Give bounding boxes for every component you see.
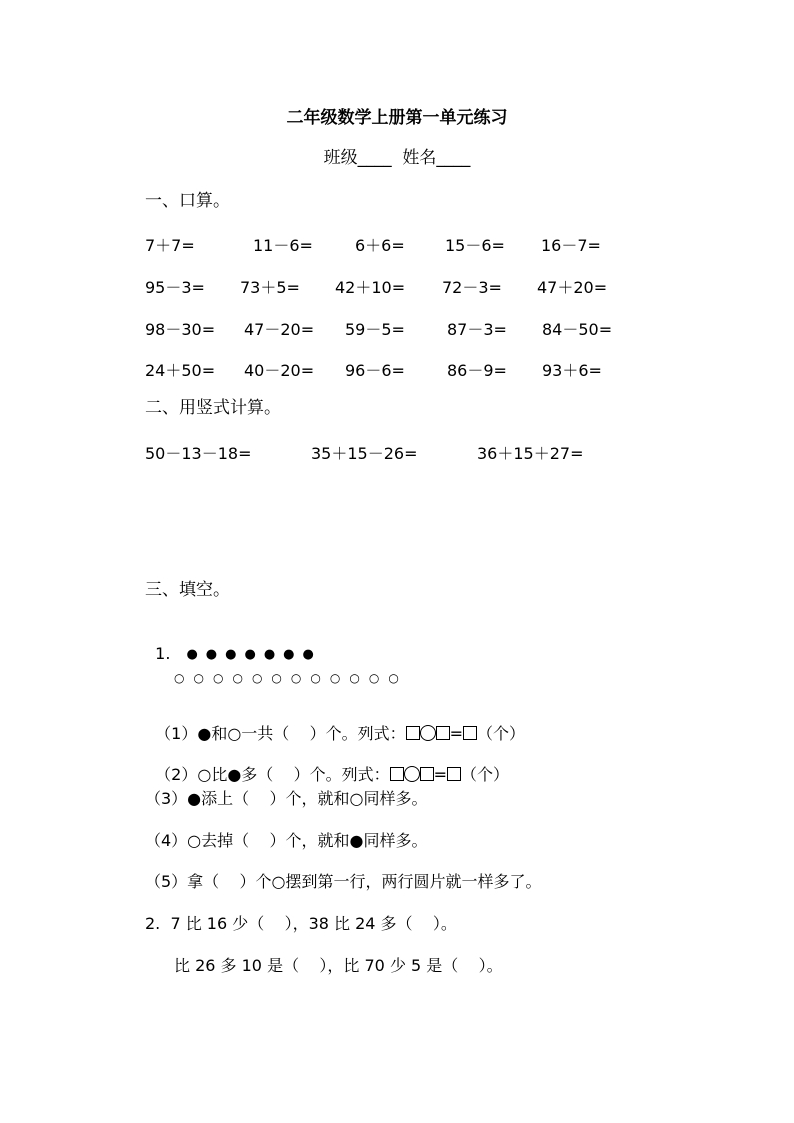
white-dot: ○: [174, 671, 185, 685]
oral-calc-item: 96－6=: [345, 361, 405, 380]
answer-box: [463, 726, 477, 740]
question-number: 1.: [155, 644, 171, 663]
class-name-line: 班级____ 姓名____: [323, 148, 471, 168]
white-dot: ○: [193, 671, 204, 685]
question-1-4: （4）○去掉（ ）个，就和●同样多。: [145, 831, 428, 850]
black-dot: ●: [283, 647, 295, 662]
white-dot: ○: [349, 671, 360, 685]
question-1-5: （5）拿（ ）个○摆到第一行，两行圆片就一样多了。: [145, 872, 542, 891]
oral-calc-item: 6＋6=: [355, 236, 405, 255]
black-dot: ●: [225, 647, 237, 662]
oral-calc-item: 59－5=: [345, 320, 405, 339]
answer-box: [406, 726, 420, 740]
answer-box: [447, 767, 461, 781]
oral-calc-item: 72－3=: [442, 278, 502, 297]
section2-heading: 二、用竖式计算。: [145, 398, 281, 418]
oral-calc-item: 93＋6=: [542, 361, 602, 380]
answer-box: [390, 767, 404, 781]
white-dot: ○: [329, 671, 341, 685]
oral-calc-item: 11－6=: [253, 236, 313, 255]
white-dot: ○: [212, 671, 224, 685]
black-dots-row: [145, 625, 322, 663]
oral-calc-item: 98－30=: [145, 320, 216, 339]
oral-calc-item: 40－20=: [244, 361, 315, 380]
vertical-calc-item: 35＋15－26=: [311, 444, 418, 463]
oral-calc-item: 73＋5=: [240, 278, 300, 297]
white-dot: ○: [271, 671, 282, 685]
white-dot: ○: [388, 671, 399, 685]
white-dot: ○: [310, 671, 321, 685]
vertical-calc-item: 50－13－18=: [145, 444, 252, 463]
section3-heading: 三、填空。: [145, 580, 230, 600]
black-dot: ●: [302, 647, 314, 662]
operator-circle: [420, 725, 436, 741]
oral-calc-item: 7＋7=: [145, 236, 195, 255]
black-dot: ●: [186, 647, 198, 662]
oral-calc-item: 95－3=: [145, 278, 205, 297]
vertical-calc-row: [145, 441, 705, 461]
white-dot: ○: [368, 671, 380, 685]
oral-calc-row-3: [145, 317, 705, 337]
question-1-3: （3）●添上（ ）个，就和○同样多。: [145, 789, 428, 808]
oral-calc-item: 87－3=: [447, 320, 507, 339]
oral-calc-row-4: [145, 358, 705, 378]
question-2-line-1: 2. 7 比 16 少（ ），38 比 24 多（ ）。: [145, 914, 457, 933]
page-title: 二年级数学上册第一单元练习: [286, 108, 508, 128]
white-dot: ○: [290, 671, 302, 685]
oral-calc-item: 24＋50=: [145, 361, 216, 380]
black-dot: ●: [263, 647, 276, 662]
answer-box: [420, 767, 434, 781]
black-dot: ●: [205, 647, 218, 662]
question-2-line-2: 比 26 多 10 是（ ），比 70 少 5 是（ ）。: [174, 956, 503, 975]
oral-calc-row-1: [145, 233, 705, 253]
black-dot: ●: [244, 647, 256, 662]
oral-calc-item: 47＋20=: [537, 278, 608, 297]
operator-circle: [404, 766, 420, 782]
section1-heading: 一、口算。: [145, 191, 230, 211]
oral-calc-row-2: [145, 275, 705, 295]
vertical-calc-item: 36＋15＋27=: [477, 444, 584, 463]
answer-box: [436, 726, 450, 740]
oral-calc-item: 86－9=: [447, 361, 507, 380]
oral-calc-item: 16－7=: [541, 236, 601, 255]
oral-calc-item: 84－50=: [542, 320, 613, 339]
oral-calc-item: 47－20=: [244, 320, 315, 339]
question-1-2: （2）○比●多（ ）个。列式： = （个）: [155, 765, 510, 784]
oral-calc-item: 15－6=: [445, 236, 505, 255]
white-dot: ○: [251, 671, 263, 685]
white-dot: ○: [232, 671, 243, 685]
white-dots-row: [174, 667, 408, 686]
question-1-1: （1）●和○一共（ ）个。列式： = （个）: [155, 724, 526, 743]
oral-calc-item: 42＋10=: [335, 278, 406, 297]
